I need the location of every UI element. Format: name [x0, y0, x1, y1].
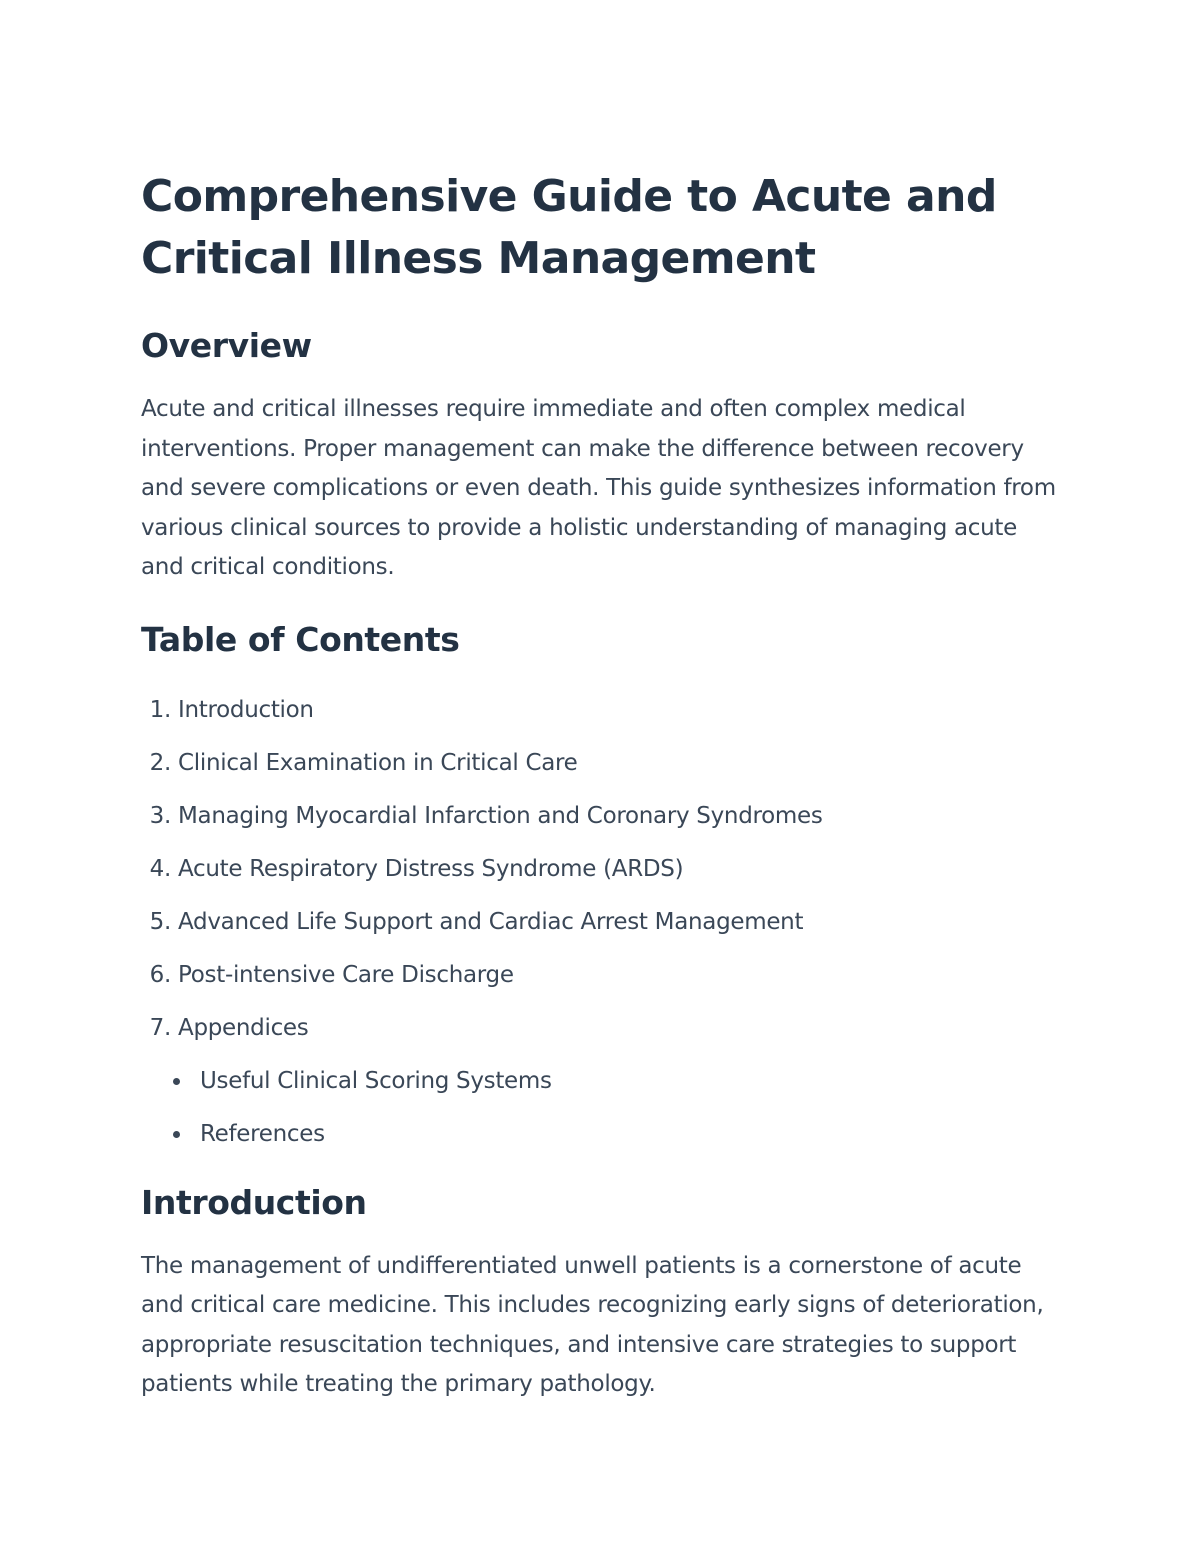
toc-item-label: Managing Myocardial Infarction and Coronary Syndromes — [178, 802, 823, 829]
toc-item-label: Clinical Examination in Critical Care — [178, 749, 578, 776]
toc-item-myocardial-infarction — [141, 790, 1061, 843]
toc-item-label: Acute Respiratory Distress Syndrome (ARDS) — [178, 855, 684, 882]
toc-item-introduction — [141, 684, 1061, 737]
toc-item-label: Appendices — [178, 1014, 309, 1041]
toc-item-label: Post-intensive Care Discharge — [178, 961, 514, 988]
toc-item-ards — [141, 843, 1061, 896]
toc-item-clinical-examination — [141, 737, 1061, 790]
toc-item-label: Advanced Life Support and Cardiac Arrest Management — [178, 908, 804, 935]
document-page — [141, 166, 1061, 1405]
toc-item-number: 6. — [149, 961, 171, 988]
overview-heading: Overview — [141, 326, 312, 365]
document-title: Comprehensive Guide to Acute and Critical Illness Management — [141, 171, 997, 284]
introduction-heading: Introduction — [141, 1182, 367, 1222]
toc-item-appendices — [141, 1002, 1061, 1055]
toc-item-number: 5. — [149, 908, 171, 935]
toc-appendices-sublist — [141, 1055, 1061, 1161]
toc-item-number: 4. — [149, 855, 171, 882]
introduction-paragraph: The management of undifferentiated unwell patients is a cornerstone of acute and critical care medicine. This includes recognizing early signs of deterioration, appropriate resuscitation techniques, and intensive care strategies to support patients while treating the primary pathology. — [141, 1252, 1044, 1397]
toc-item-label: Introduction — [178, 696, 314, 723]
toc-subitem-scoring-systems: Useful Clinical Scoring Systems — [141, 1055, 1061, 1108]
toc-item-number: 3. — [149, 802, 171, 829]
toc-item-post-intensive-care — [141, 949, 1061, 1002]
overview-paragraph: Acute and critical illnesses require immediate and often complex medical interventions. Proper management can make the difference between recovery and severe complications or even death. This guide synthesizes information from various clinical sources to provide a holistic understanding of managing acute and critical conditions. — [141, 396, 1056, 580]
toc-item-number: 7. — [149, 1014, 171, 1041]
toc-item-advanced-life-support — [141, 896, 1061, 949]
table-of-contents — [141, 684, 1061, 1055]
toc-item-number: 2. — [149, 749, 171, 776]
toc-subitem-references: References — [141, 1108, 1061, 1161]
toc-item-number: 1. — [149, 696, 171, 723]
toc-heading: Table of Contents — [141, 619, 460, 659]
